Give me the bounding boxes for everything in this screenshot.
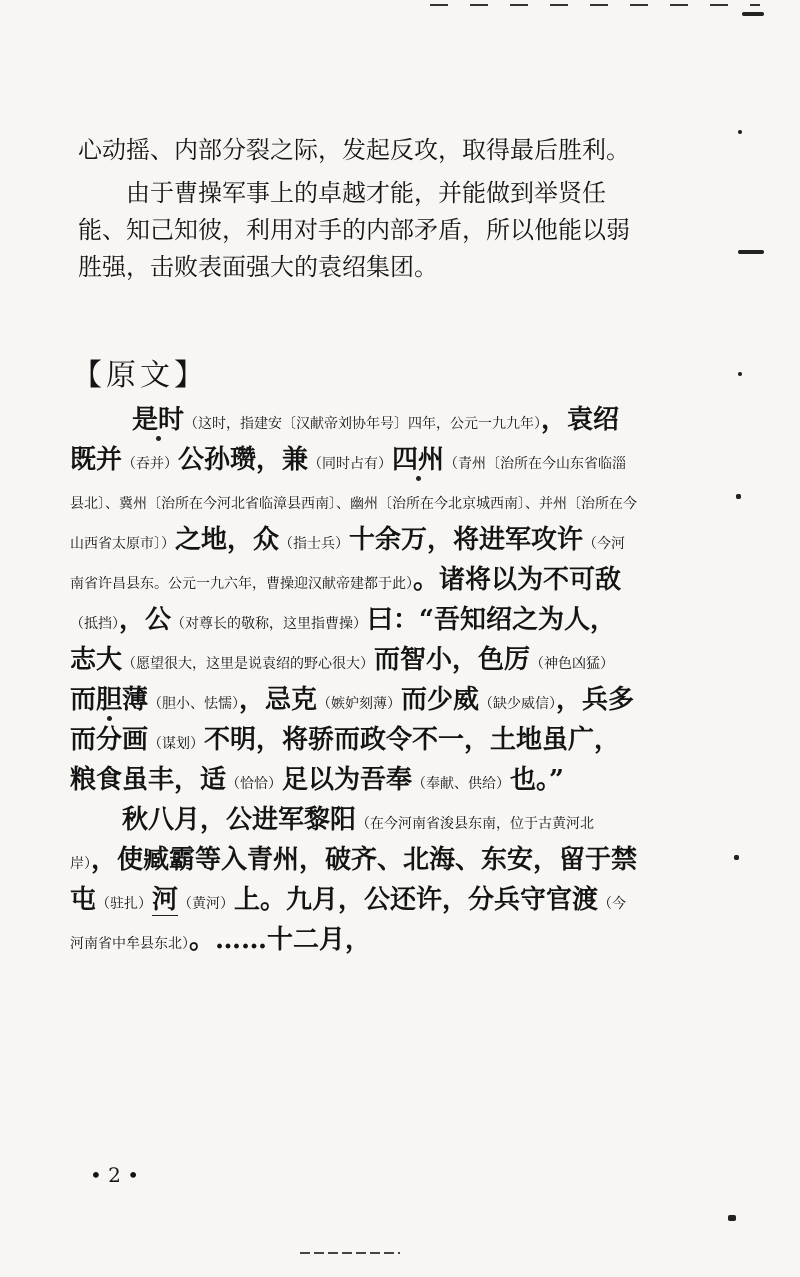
page-number: • 2 • <box>90 1163 140 1187</box>
intro-line: 心动摇、内部分裂之际，发起反攻，取得最后胜利。 <box>78 136 630 164</box>
top-dashed-line <box>430 4 760 6</box>
original-paragraph-1: 是时（这时，指建安〔汉献帝刘协年号〕四年，公元一九九年），袁绍既并（吞并）公孙瓒，兼（同时占有）四州（青州〔治所在今山东省临淄县北〕、冀州〔治所在今河北省临漳县西南〕、幽州〔治所在今北京城西南〕、并州〔治所在今山西省太原市〕）之地，众（指士兵）十余万，将进军攻许（今河南省许昌县东。公元一九六年，曹操迎汉献帝建都于此）。诸将以为不可敌（抵挡），公（对尊长的敬称，这里指曹操）曰：“吾知绍之为人，志大（愿望很大，这里是说袁绍的野心很大）而智小，色厉（神色凶猛）而胆薄（胆小、怯懦），忌克（嫉妒刻薄）而少威（缺少威信），兵多而分画（谋划）不明，将骄而政令不一，土地虽广，粮食虽丰，适（恰恰）足以为吾奉（奉献、供给）也。” <box>70 405 637 795</box>
scan-mark <box>742 12 764 16</box>
bottom-dashed-line <box>300 1252 400 1254</box>
section-heading: 【原文】 <box>72 358 208 393</box>
intro-paragraph: 由于曹操军事上的卓越才能，并能做到举贤任能、知己知彼，利用对手的内部矛盾，所以他能以弱胜强，击败表面强大的袁绍集团。 <box>78 179 630 281</box>
scan-mark <box>738 372 742 376</box>
original-paragraph-2: 秋八月，公进军黎阳（在今河南省浚县东南，位于古黄河北岸），使臧霸等入青州，破齐、北海、东安，留于禁屯（驻扎）河（黄河）上。九月，公还许，分兵守官渡（今河南省中牟县东北）。……十二月， <box>70 805 638 955</box>
scan-mark <box>728 1215 736 1221</box>
scan-mark <box>738 250 764 254</box>
scan-mark <box>734 855 739 860</box>
scan-mark <box>736 494 741 499</box>
original-text <box>70 400 638 960</box>
scan-mark <box>738 130 742 134</box>
